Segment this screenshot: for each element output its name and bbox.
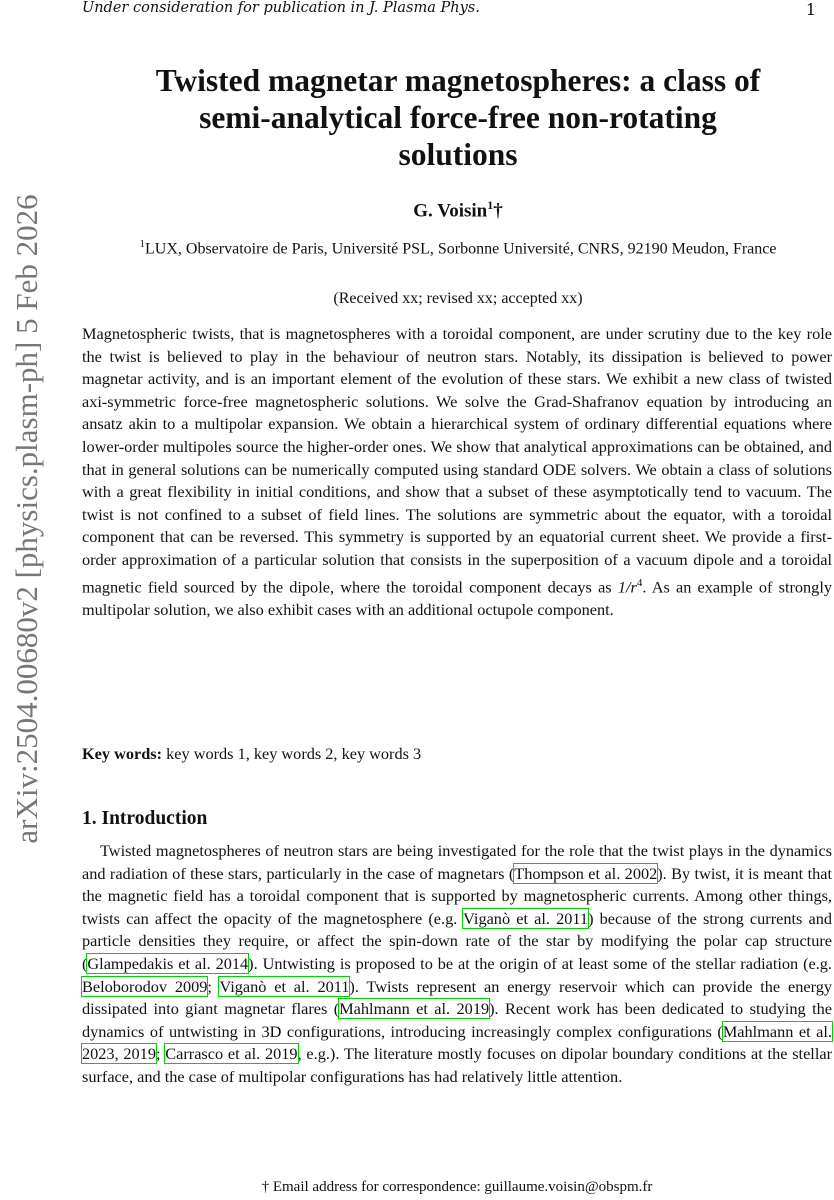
intro-text: ; — [207, 976, 220, 996]
journal-header-note: Under consideration for publication in J. Plasma Phys. — [82, 0, 480, 16]
footnote-email: † Email address for correspondence: guillaume.voisin@obspm.fr — [261, 1179, 653, 1195]
paper-title — [82, 62, 834, 173]
citation-link[interactable]: Viganò et al. 2011 — [219, 976, 350, 996]
author-name: G. Voisin — [413, 200, 488, 222]
intro-text: ). Twists represent an energy reservoir which can provide the energy dissipated into giant magnetar flares ( — [82, 976, 832, 1019]
intro-text: ) because of the strong currents and particle densities they require, or affect the spin-down rate of the star by modifying the polar cap structure ( — [82, 908, 832, 973]
citation-link[interactable]: Beloborodov 2009 — [82, 976, 208, 996]
author-dagger: † — [493, 200, 503, 222]
intro-text: Twisted magnetospheres of neutron stars are being investigated for the role that the twist plays in the dynamics and radiation of these stars, particularly in the case of magnetars ( — [82, 841, 832, 883]
abstract — [82, 323, 832, 621]
author-affil-sup: 1 — [487, 198, 494, 212]
intro-text: ). By twist, it is meant that the magnetic field has a toroidal component that is supported by magnetospheric currents. Among other things, twists can affect the opacity of the magnetosphere (e.g. — [82, 863, 833, 928]
intro-text: ; — [155, 1044, 166, 1064]
citation-link[interactable]: Carrasco et al. 2019 — [165, 1044, 298, 1064]
title-line-3: solutions — [398, 137, 518, 172]
citation-link[interactable]: Viganò et al. 2011 — [463, 908, 589, 928]
citation-link[interactable]: Thompson et al. 2002 — [514, 863, 658, 883]
affil-text: LUX, Observatoire de Paris, Université PSL, Sorbonne Université, CNRS, 92190 Meudon, France — [145, 240, 777, 258]
keywords-label: Key words: — [82, 744, 163, 763]
citation-link[interactable]: Mahlmann et al. 2019 — [339, 999, 490, 1019]
citation-link[interactable]: Glampedakis et al. 2014 — [87, 953, 249, 973]
introduction-paragraph — [82, 840, 832, 1089]
section-heading-introduction: 1. Introduction — [82, 808, 208, 829]
abstract-text-end: . As an example of strongly multipolar solution, we also exhibit cases with an additional octupole component. — [82, 576, 832, 619]
abstract-text: Magnetospheric twists, that is magnetospheres with a toroidal component, are under scrutiny due to the key role the twist is believed to play in the behaviour of neutron stars. Notably, its dissipation is believed to power magnetar activity, and is an important element of the evolution of these stars. We exhibit a new class of twisted axi-symmetric force-free magnetospheric solutions. We solve the Grad-Shafranov equation by introducing an ansatz akin to a multipolar expansion. We obtain a hierarchical system of ordinary differential equations where lower-order multipoles source the higher-order ones. We show that analytical approximations can be obtained, and that in general solutions can be numerically computed using standard ODE solvers. We obtain a class of solutions with a great flexibility in initial conditions, and show that a subset of these asymptotically tend to vacuum. The twist is not confined to a subset of field lines. The solutions are symmetric about the equator, with a toroidal component that can be reversed. This symmetry is supported by an equatorial current sheet. We provide a first-order approximation of a particular solution that consists in the superposition of a vacuum dipole and a toroidal magnetic field sourced by the dipole, where the toroidal component decays as — [82, 324, 832, 596]
intro-text: ). Untwisting is proposed to be at the origin of at least some of the stellar radiation (e.g. — [248, 953, 832, 973]
affiliation — [82, 234, 834, 259]
title-line-2: semi-analytical force-free non-rotating — [199, 100, 717, 135]
citation-link[interactable]: Mahlmann et al. 2023, 2019 — [82, 1021, 832, 1064]
keywords — [82, 744, 421, 764]
page-number: 1 — [805, 0, 816, 19]
title-line-1: Twisted magnetar magnetospheres: a class of — [155, 63, 761, 98]
decay-exp: 4 — [636, 576, 643, 589]
decay-base: 1/r — [617, 576, 637, 596]
intro-text: , e.g.). The literature mostly focuses on dipolar boundary conditions at the stellar surface, and the case of multipolar configurations has had relatively little attention. — [82, 1044, 832, 1086]
keywords-text: key words 1, key words 2, key words 3 — [166, 744, 422, 763]
arxiv-identifier: arXiv:2504.00680v2 [physics.plasm-ph] 5 Feb 2026 — [9, 194, 44, 844]
received-dates: (Received xx; revised xx; accepted xx) — [333, 290, 583, 307]
intro-text: ). Recent work has been dedicated to studying the dynamics of untwisting in 3D configurations, introducing increasingly complex configurations ( — [82, 999, 832, 1041]
author — [82, 198, 834, 222]
affil-sup: 1 — [139, 238, 146, 250]
